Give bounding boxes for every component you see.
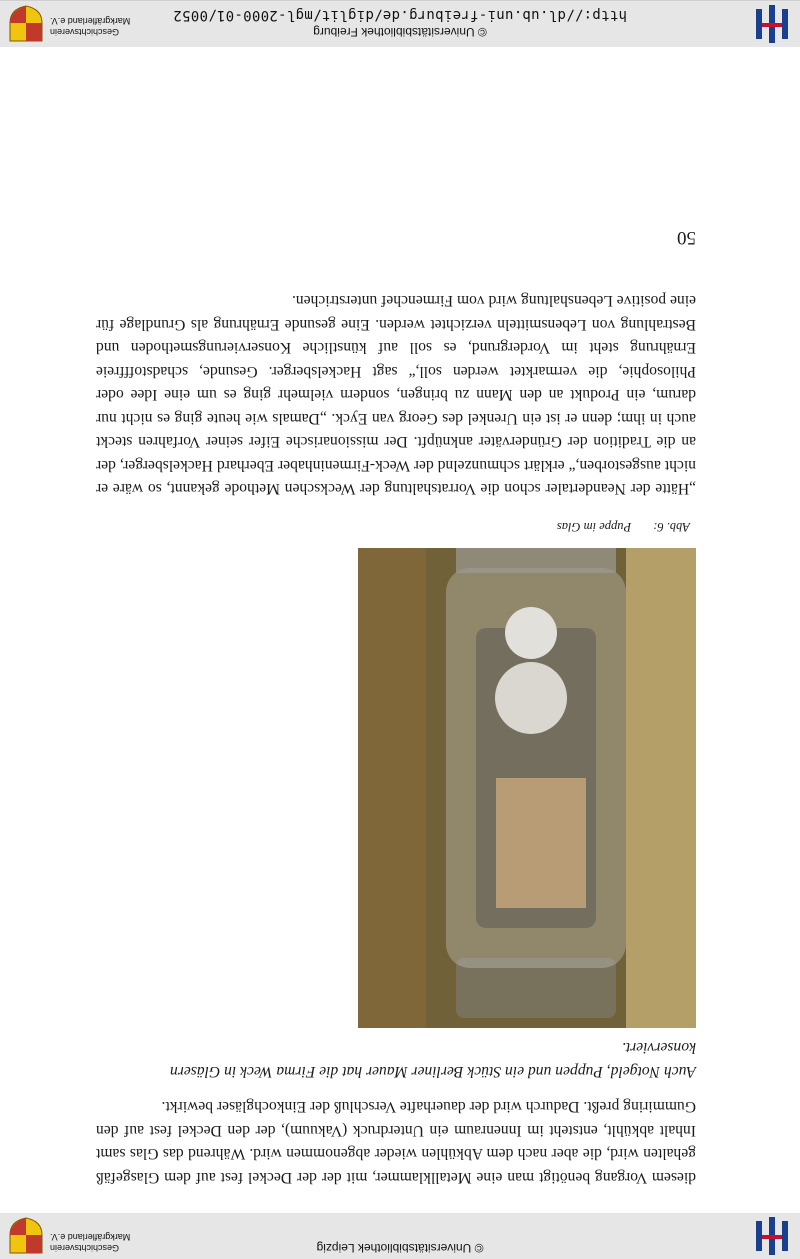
doll-in-jar-photo <box>358 548 696 1028</box>
society-line: Markgräflerland e.V. <box>50 1232 131 1242</box>
society-name <box>50 15 145 37</box>
header-strip <box>0 1213 800 1259</box>
library-credit: © Universitätsbibliothek Leipzig <box>316 1241 484 1255</box>
library-credit: © Universitätsbibliothek Freiburg <box>313 25 487 39</box>
paragraph: „Hätte der Neandertaler schon die Vorratshaltung der Weckschen Methode gekannt, so wäre er nicht ausgestorben,“ erklärt schmunzelnd der Weck-Firmeninhaber Eberhard Hackelsberger, der an die Tradition der Gründerväter anknüpft. Der missionarische Eifer seiner Vorfahren steckt auch in ihm; denn er ist ein Urenkel des Georg van Eyck. „Damals wie heute ging es nicht nur darum, ein Produkt an den Mann zu bringen, sondern vielmehr ging es um eine Idee oder Philosophie, die vermarktet werden soll,“ sagt Hackelsberger. Gesunde, schadstofffreie Ernährung steht im Vordergrund, es soll auf künstliche Konservierungsmethoden und Bestrahlung von Lebensmitteln verzichtet werden. Eine gesunde Ernährung als Grundlage für eine positive Lebenshaltung wird vom Firmenchef unterstrichen. <box>96 292 696 498</box>
crest-icon <box>8 5 44 43</box>
crest-icon <box>8 1217 44 1255</box>
paragraph: diesem Vorgang benötigt man eine Metallklammer, mit der der Deckel fest auf dem Glasgefäß gehalten wird, die aber nach dem Abkühlen wieder abgenommen wird. Während das Glas samt Inhalt abkühlt, entsteht im Innenraum ein Unterdruck (Vakuum), der den Deckel fest auf den Gummiring preßt. Dadurch wird der dauerhafte Verschluß der Einkochgläser bewirkt. <box>96 1098 696 1186</box>
society-line: Geschichtsverein <box>50 1243 120 1253</box>
page-body <box>96 226 696 1190</box>
figure-title: Puppe im Glas <box>556 520 632 534</box>
society-line: Geschichtsverein <box>50 27 120 37</box>
page-number: 50 <box>677 227 696 248</box>
photo-caption: Auch Notgeld, Puppen und ein Stück Berliner Mauer hat die Firma Weck in Gläsern konserviert. <box>169 1039 696 1080</box>
society-name <box>50 1231 145 1253</box>
figure <box>96 548 696 1028</box>
figure-label <box>96 515 690 539</box>
source-url-link[interactable]: http://dl.ub.uni-freiburg.de/diglit/mgl-2000-01/0052 <box>173 7 627 23</box>
footer-strip <box>0 0 800 47</box>
society-line: Markgräflerland e.V. <box>50 16 131 26</box>
figure-number: Abb. 6: <box>653 520 690 534</box>
